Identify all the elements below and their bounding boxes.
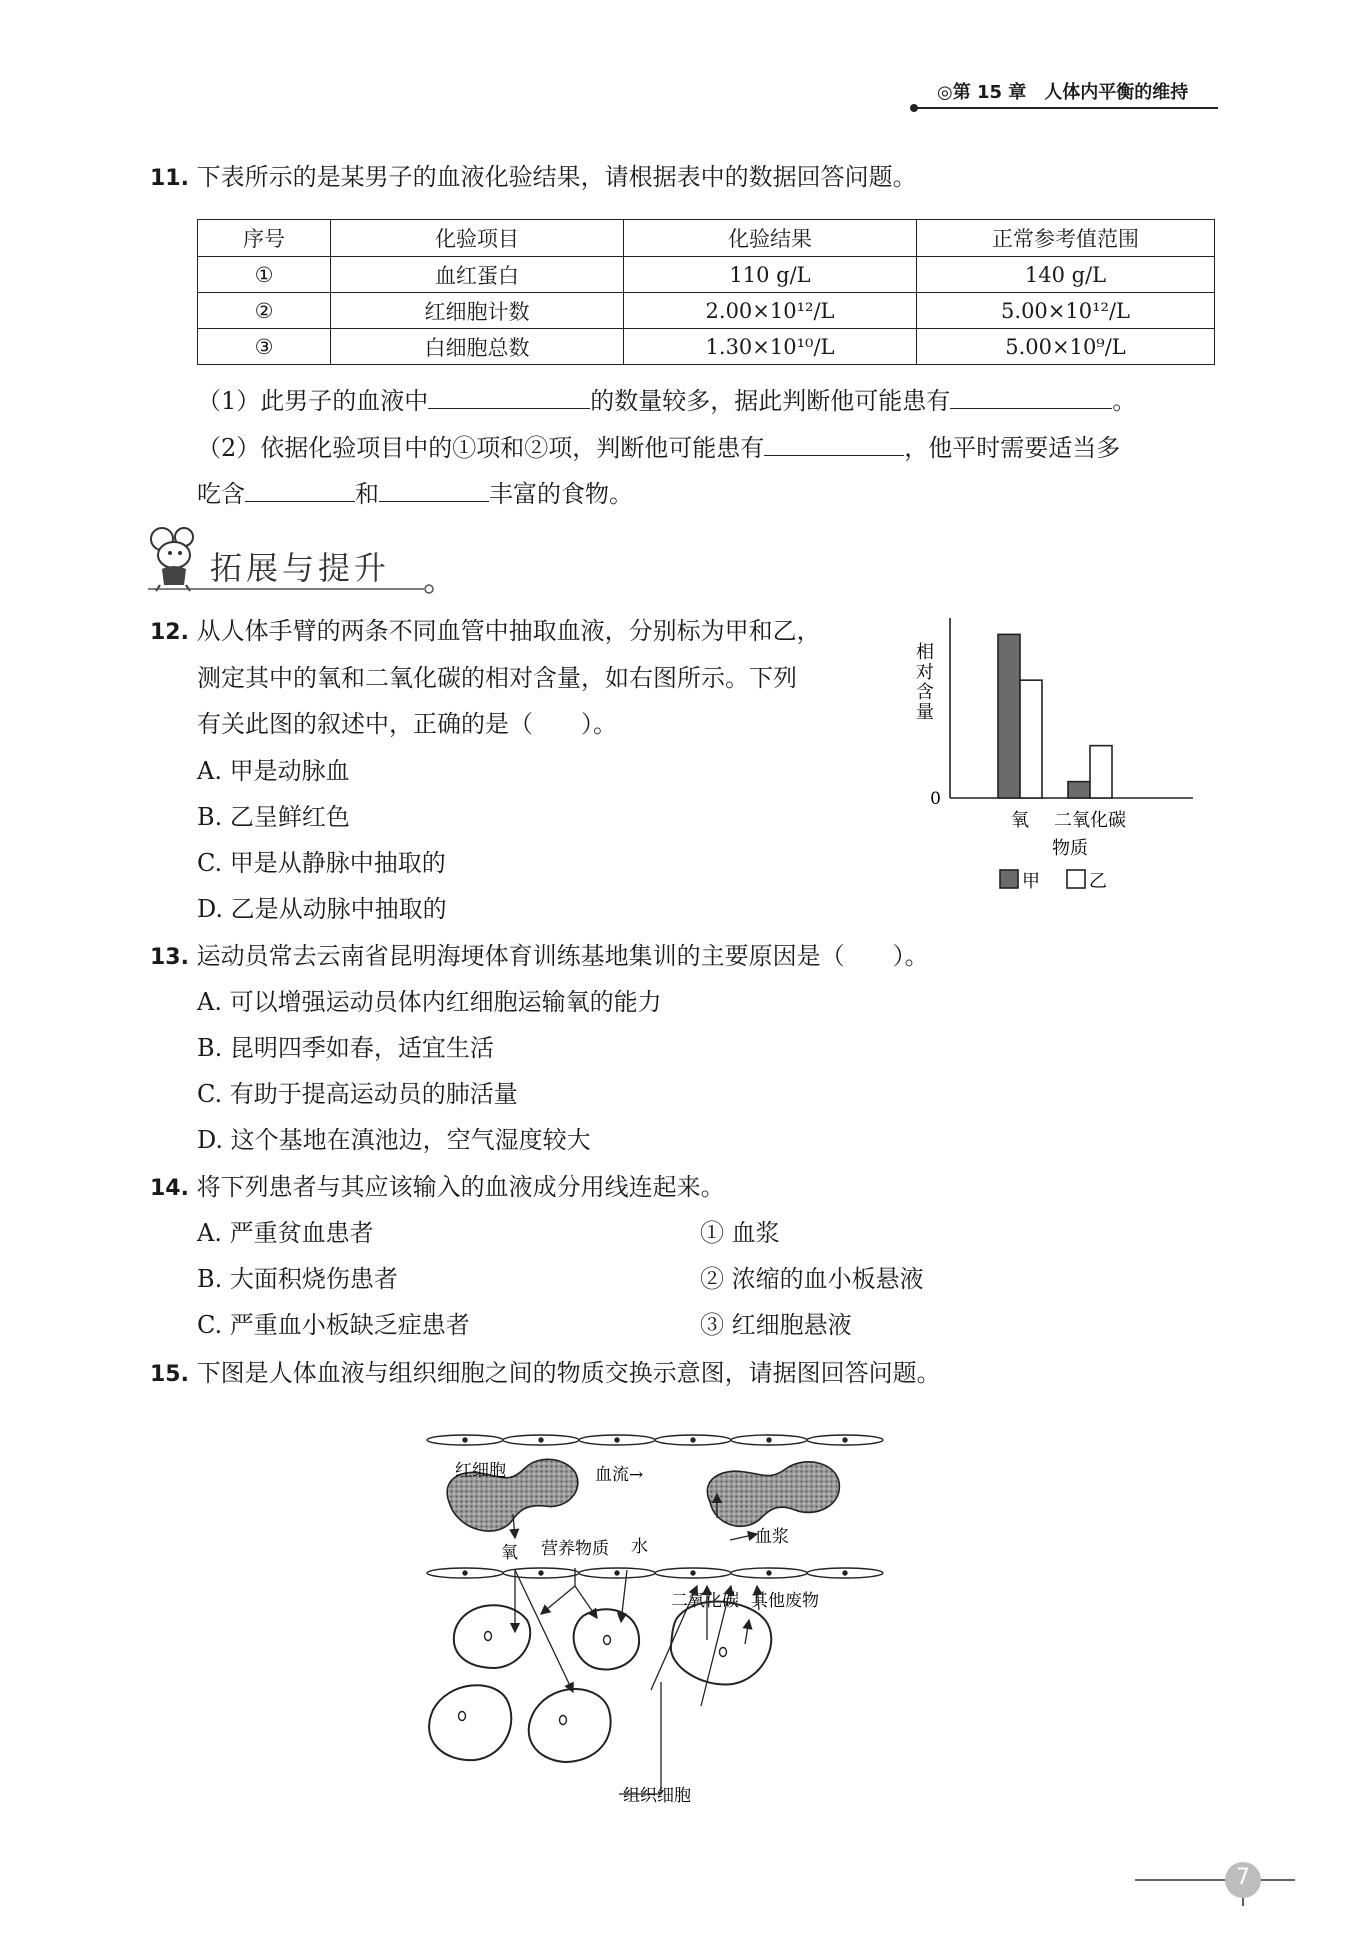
q12-option[interactable]: B. 乙呈鲜红色 (197, 803, 350, 831)
q11-sub2-text: 吃含 (197, 480, 245, 508)
oxygen-co2-bar-chart (905, 608, 1225, 908)
q13-option[interactable]: A. 可以增强运动员体内红细胞运输氧的能力 (197, 988, 662, 1016)
q14-patient[interactable]: C. 严重血小板缺乏症患者 (197, 1311, 470, 1339)
legend-label: 乙 (1089, 871, 1107, 892)
table-cell: 2.00×10¹²/L (624, 293, 917, 329)
label-tissue-cell: 组织细胞 (623, 1786, 691, 1806)
y-axis-label: 相对含量 (916, 642, 934, 723)
q11-sub1-text: 的数量较多，据此判断他可能患有 (590, 387, 951, 415)
legend-label: 甲 (1022, 871, 1040, 892)
q14-stem (150, 1172, 725, 1204)
q15-stem (150, 1358, 941, 1390)
capillary-bottom-wall (427, 1568, 883, 1578)
q11-sub1-text: 。 (1112, 387, 1137, 415)
table-cell: 1.30×10¹⁰/L (624, 329, 917, 365)
q15-number: 15. (150, 1362, 189, 1387)
label-nutrients: 营养物质 (541, 1539, 609, 1559)
table-header-cell: 正常参考值范围 (917, 220, 1215, 257)
material-exchange-diagram (415, 1410, 935, 1830)
q14-text: 将下列患者与其应该输入的血液成分用线连起来。 (196, 1173, 725, 1201)
q12-option[interactable]: C. 甲是从静脉中抽取的 (197, 849, 446, 877)
label-co2: 二氧化碳 (671, 1591, 739, 1611)
table-cell: 110 g/L (624, 257, 917, 293)
bar-乙-氧 (1020, 680, 1042, 798)
q11-text: 下表所示的是某男子的血液化验结果，请根据表中的数据回答问题。 (196, 163, 917, 191)
q14-patient[interactable]: A. 严重贫血患者 (197, 1219, 374, 1247)
q13-option[interactable]: C. 有助于提高运动员的肺活量 (197, 1080, 518, 1108)
x-tick-label: 氧 (1011, 810, 1029, 831)
answer-blank[interactable] (764, 431, 904, 456)
label-oxygen: 氧 (501, 1543, 518, 1563)
table-cell: 5.00×10¹²/L (917, 293, 1215, 329)
q14-component[interactable]: ③ 红细胞悬液 (700, 1311, 852, 1339)
label-red-blood-cell: 红细胞 (455, 1461, 506, 1481)
q11-sub2-cont (197, 477, 633, 509)
table-cell: ② (198, 293, 331, 329)
q11-sub2-text: 丰富的食物。 (489, 480, 633, 508)
table-cell: 白细胞总数 (331, 329, 624, 365)
table-header-row (198, 220, 1215, 257)
tissue-cell-leader (619, 1682, 661, 1794)
red-blood-cell-right (707, 1462, 839, 1526)
page-number-rule (1135, 1848, 1305, 1908)
x-axis-label: 物质 (1052, 838, 1088, 859)
q13-number: 13. (150, 945, 189, 970)
page-number: 7 (1236, 1865, 1250, 1890)
q11-sub2 (197, 431, 1120, 463)
q14-patient[interactable]: B. 大面积烧伤患者 (197, 1265, 398, 1293)
table-header-cell: 序号 (198, 220, 331, 257)
q12-text: 从人体手臂的两条不同血管中抽取血液，分别标为甲和乙， (196, 617, 821, 645)
tissue-cells (429, 1602, 771, 1762)
q14-component[interactable]: ① 血浆 (700, 1219, 780, 1247)
q11-sub1-text: （1）此男子的血液中 (197, 387, 429, 415)
table-cell: ① (198, 257, 331, 293)
table-cell: 红细胞计数 (331, 293, 624, 329)
label-plasma: 血浆 (755, 1527, 789, 1547)
q15-text: 下图是人体血液与组织细胞之间的物质交换示意图，请据图回答问题。 (196, 1359, 941, 1387)
q12-line1 (150, 616, 821, 648)
q11-stem (150, 162, 917, 194)
answer-blank[interactable] (245, 477, 355, 502)
label-water: 水 (631, 1537, 648, 1557)
q13-stem (150, 941, 929, 973)
q14-number: 14. (150, 1176, 189, 1201)
table-row (198, 293, 1215, 329)
bar-乙-二氧化碳 (1090, 746, 1112, 798)
q13-option[interactable]: B. 昆明四季如春，适宜生活 (197, 1034, 494, 1062)
table-row (198, 329, 1215, 365)
q11-sub2-text: ，他平时需要适当多 (904, 434, 1121, 462)
chapter-header: ◎第 15 章 人体内平衡的维持 (937, 82, 1189, 103)
answer-blank[interactable] (379, 477, 489, 502)
q12-line3: 有关此图的叙述中，正确的是（ ）。 (197, 710, 617, 738)
label-other-waste: 其他废物 (751, 1591, 819, 1611)
capillary-top-wall (427, 1435, 883, 1445)
q12-option[interactable]: D. 乙是从动脉中抽取的 (197, 895, 447, 923)
table-cell: 5.00×10⁹/L (917, 329, 1215, 365)
table-header-cell: 化验结果 (624, 220, 917, 257)
table-row (198, 257, 1215, 293)
q13-option[interactable]: D. 这个基地在滇池边，空气湿度较大 (197, 1126, 591, 1154)
answer-blank[interactable] (428, 384, 590, 409)
legend-swatch (1067, 870, 1085, 888)
q12-line2: 测定其中的氧和二氧化碳的相对含量，如右图所示。下列 (197, 664, 797, 692)
origin-label: 0 (930, 789, 941, 809)
table-header-cell: 化验项目 (331, 220, 624, 257)
x-tick-label: 二氧化碳 (1054, 810, 1126, 831)
q11-sub2-text: 和 (355, 480, 379, 508)
q13-text: 运动员常去云南省昆明海埂体育训练基地集训的主要原因是（ ）。 (196, 942, 929, 970)
q12-number: 12. (150, 620, 189, 645)
header-rule (908, 102, 1228, 114)
section-underline (148, 583, 438, 597)
bar-甲-二氧化碳 (1068, 782, 1090, 798)
table-cell: ③ (198, 329, 331, 365)
legend-swatch (1000, 870, 1018, 888)
lab-result-table (197, 219, 1215, 365)
table-cell: 血红蛋白 (331, 257, 624, 293)
section-title: 拓展与提升 (210, 549, 391, 587)
q11-number: 11. (150, 166, 189, 191)
q14-component[interactable]: ② 浓缩的血小板悬液 (700, 1265, 924, 1293)
answer-blank[interactable] (950, 384, 1112, 409)
q11-sub2-text: （2）依据化验项目中的①项和②项，判断他可能患有 (197, 434, 765, 462)
label-blood-flow: 血流→ (595, 1465, 644, 1485)
table-cell: 140 g/L (917, 257, 1215, 293)
bar-甲-氧 (998, 634, 1020, 798)
q12-option[interactable]: A. 甲是动脉血 (197, 757, 350, 785)
q11-sub1 (197, 384, 1136, 416)
